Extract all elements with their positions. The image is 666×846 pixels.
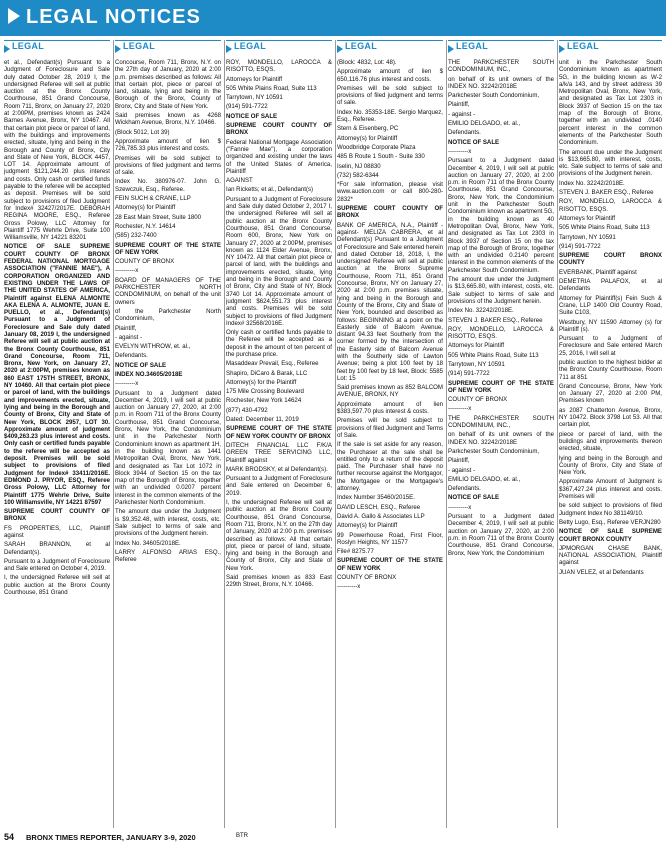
notice-paragraph: Plaintiff, — [448, 457, 470, 465]
notice-paragraph: Rochester, New York 14624 — [226, 397, 302, 405]
notice-paragraph: STEVEN J. BAKER ESQ., Referee — [448, 316, 543, 324]
notice-paragraph: SARAH BRANNON, et al Defendant(s). — [4, 541, 110, 556]
notice-paragraph: (Block: 4832, Lot: 48). — [337, 59, 397, 66]
notice-paragraph: Index No. 32242/2018E. — [448, 307, 514, 315]
notice-paragraph: Attorney(s) for the Plaintiff — [226, 378, 297, 386]
column-header — [448, 40, 554, 56]
arrow-icon — [448, 45, 454, 53]
notice-paragraph: Attorney(s) for Plaintiff — [115, 204, 176, 212]
notice-paragraph: Attorneys for Plaintiff — [226, 75, 283, 83]
notice-paragraph: COUNTY OF BRONX — [448, 396, 508, 404]
notice-paragraph: Dated: December 11, 2019 — [226, 416, 299, 424]
notice-paragraph: Tarrytown, NY 10591 — [226, 94, 283, 102]
notice-paragraph: Plaintiff, — [448, 101, 470, 109]
notice-paragraph: ----------x — [448, 405, 472, 413]
notice-paragraph: SUPREME COURT OF THE STATE OF NEW YORK — [448, 379, 554, 394]
notice-paragraph: Shapiro, DiCaro & Barak, LLC — [226, 369, 308, 377]
notice-paragraph: Concourse, Room 711, Bronx, N.Y. on the 27th day of January, 2020 at 2:00 p.m. premises described as follows: All that certain plot, piece or parcel of land, situate, lying and being in the Borough of the Bronx, County of Bronx, City and State of New York. — [115, 59, 221, 110]
notice-paragraph: FS PROPERTIES, LLC, Plaintiff against — [4, 524, 110, 539]
notice-paragraph: STEVEN J. BAKER ESQ., Referee — [559, 189, 654, 197]
arrow-icon — [115, 45, 121, 53]
notice-paragraph: Pursuant to a Judgment dated December 4, 2019, I will sell at public auction on January 27, 2020, at 2:00 p.m. in Room 711 of the Bronx County Courthouse, 851 Grand Concourse, Bronx, New York, the Condominium unit in the Parkchester North Condominium known as apartment 1H, in the building known as 1441 Metropolitan Oval, Bronx, New York, and designated as Tax Lot 1072 in Block 3944 of Section 15 on the tax map of the Borough of Bronx, together with an undivided 0.0207 percent interest in the common elements of the Parkchester North Condominium. — [115, 389, 221, 507]
column-divider — [446, 40, 447, 828]
arrow-icon — [226, 45, 232, 53]
notice-paragraph: 99 Powerhouse Road, First Floor, Roslyn Heights, NY 11577 — [337, 531, 443, 546]
notice-paragraph: JPMORGAN CHASE BANK, NATIONAL ASSOCIATION, Plaintiff against — [559, 544, 662, 567]
notice-paragraph: EVERBANK, Plaintiff against — [559, 268, 637, 276]
notice-paragraph: Defendants. — [115, 352, 148, 360]
notice-paragraph: ROY, MONDELLO, LAROCCA & RISOTTO, ESQS. — [226, 59, 332, 74]
banner-title-wrap — [8, 6, 201, 29]
column-label: LEGAL — [456, 41, 488, 51]
notice-paragraph: If the sale is set aside for any reason, the Purchaser at the sale shall be entitled only to a return of the deposit paid. The Purchaser shall have no further recourse against the Mortgagor, the Mortgagee or the Mortgagee's attorney. — [337, 441, 443, 493]
column-header — [559, 40, 662, 56]
notice-paragraph: The amount due under the Judgment is $9,352.48, with interest, costs, etc. Sale subject to terms of sale and provisions of the Judgment herein. — [115, 508, 221, 538]
column-body — [448, 59, 554, 557]
notice-paragraph: (Block 5012, Lot 39) — [115, 128, 170, 136]
notice-paragraph: on behalf of its unit owners of the INDEX NO. 32242/2018E — [448, 75, 554, 90]
notice-paragraph: David A. Gallo & Associates LLP — [337, 512, 425, 520]
column-label: LEGAL — [567, 41, 599, 51]
notice-paragraph: DITECH FINANCIAL LLC F/K/A GREEN TREE SERVICING LLC, Plaintiff against — [226, 441, 332, 464]
column-4 — [337, 40, 443, 828]
column-body — [226, 59, 332, 589]
notice-paragraph: Pursuant to a Judgment dated December 4, 2019, I will sell at public auction on January 27, 2020, at 2:00 p.m. in Room 711 of the Bronx County Courthouse, 851 Grand Concourse, Bronx, New York, the Condominium — [448, 513, 554, 557]
column-label: LEGAL — [234, 41, 266, 51]
arrow-icon — [8, 8, 20, 24]
notice-paragraph: NOTICE OF SALE — [448, 494, 500, 502]
notice-paragraph: Pursuant to a Judgment of Foreclosure and Sale entered on October 4, 2019. — [4, 557, 110, 573]
notice-paragraph: SUPREME COURT OF THE STATE OF NEW YORK COUNTY OF BRONX — [226, 425, 332, 440]
notice-paragraph: lying and being in the Borough and County of Bronx, City and State of New York. — [559, 454, 662, 477]
arrow-icon — [337, 45, 343, 53]
notice-paragraph: NOTICE OF SALE SUPREME COURT BRONX COUNTY — [559, 528, 662, 543]
page-title: LEGAL NOTICES — [26, 6, 201, 28]
notice-paragraph: Said premises known as 833 East 229th Street, Bronx, N.Y. 10466. — [226, 574, 332, 589]
notice-paragraph: et al., Defendant(s) Pursuant to a Judgment of Foreclosure and Sale duly dated October 28, 2019 I, the undersigned Referee will sell at public auction at the Bronx County Courthouse, 851 Grand Concourse, Room 711, Bronx, on January 27, 2020 at 2:00PM, premises known as 2424 Barnes Avenue, Bronx, NY 10467. All that certain plot piece or parcel of land, with the buildings and improvements erected, situate, lying and being in the Borough and County of Bronx, City and State of New York, BLOCK 4457, LOT 14. Approximate amount of judgment $121,244.20 plus interest and costs. Only cash or certified funds payable to the referee will be accepted as deposit. Premises will be sold subject to provisions of filed Judgment for Index# 32427/2017E. DEBORAH REGINA MOORE, ESQ., Referee Gross Polowy, LLC Attorney for Plaintiff 1775 Wehrle Drive, Suite 100 Williamsville, NY 14221 83201 — [4, 59, 110, 242]
notice-paragraph: - against - — [115, 333, 143, 341]
notice-paragraph: (914) 591-7722 — [448, 370, 490, 378]
notice-paragraph: ----------x — [115, 267, 139, 275]
notice-paragraph: Grand Concourse, Bronx, New York on January 27, 2020 at 2:00 PM, Premises known — [559, 382, 662, 405]
notice-paragraph: Index No. 32242/2018E. — [559, 179, 625, 187]
notice-paragraph: 505 White Plains Road, Suite 113 — [559, 224, 650, 232]
notice-paragraph: Iselin, NJ 08830 — [337, 162, 381, 170]
notice-paragraph: SUPREME COURT BRONX COUNTY — [559, 252, 662, 267]
notice-paragraph: Pursuant to a Judgment dated December 4, 2019, I will sell at public auction on January 27, 2020, at 2:00 p.m. in Room 711 of the Bronx County Courthouse, 851 Grand Concourse, Bronx, New York, the Condominium unit in the Parkchester South Condominium known as apartment 5G, in the building known as 40 Metropolitan Oval, Bronx, New York, and designated as Tax Lot 2303 in Block 3937 of Section 15 on the tax map of the Borough of Bronx, together with an undivided 0.2140 percent interest in the common elements of the Parkchester South Condominium. — [448, 157, 554, 274]
page-footer — [4, 832, 662, 844]
notice-paragraph: DAVID LESCH, ESQ., Referee — [337, 503, 421, 511]
notice-paragraph: *For sale information, please visit www.auction.com or call 800-280-2832* — [337, 181, 443, 203]
column-header — [115, 40, 221, 56]
notice-paragraph: AGAINST — [226, 177, 253, 185]
notice-paragraph: Tarrytown, NY 10591 — [559, 233, 616, 241]
notice-paragraph: 505 White Plains Road, Suite 113 — [448, 351, 539, 359]
notice-paragraph: SUPREME COURT COUNTY OF BRONX — [337, 205, 443, 220]
notice-paragraph: DEMETRIA PALAFOX, et al Defendants — [559, 278, 662, 293]
notice-paragraph: FEIN SUCH & CRANE, LLP — [115, 195, 191, 203]
notice-paragraph: (585) 232-7400 — [115, 232, 157, 240]
notice-paragraph: (914) 591-7722 — [226, 103, 268, 111]
notice-paragraph: NOTICE OF SALE — [448, 138, 500, 146]
notice-paragraph: NOTICE OF SALE SUPREME COURT COUNTY OF BRONX FEDERAL NATIONAL MORTGAGE ASSOCIATION ("FANNIE MAE"), A CORPORATION ORGANIZED AND EXISTING UNDER THE LAWS OF THE UNITED STATES OF AMERICA, Plaintiff against ELENA ALMONTE AKA ELENA A. ALMONTE, JUAN E. PUELLO, et al., Defendant(s) Pursuant to a Judgment of Foreclosure and Sale duly dated January 08, 2019 I, the undersigned Referee will sell at public auction at the Bronx County Courthouse, 851 Grand Concourse, Room 711, Bronx, New York, on January 27, 2020 at 2:00PM, premises known as 860 EAST 175TH STREET, BRONX, NY 10460. All that certain plot piece or parcel of land, with the buildings and improvements erected, situate, lying and being in the Borough and County of Bronx, City and State of New York, BLOCK 2957, LOT 30. Approximate amount of judgment $409,263.23 plus interest and costs. Only cash or certified funds payable to the referee will be accepted as deposit. Premises will be sold subject to provisions of filed Judgment for Index# 33411/2016E. EDMOND J. PRYOR, ESQ., Referee Gross Polowy, LLC Attorney for Plaintiff 1775 Wehrle Drive, Suite 100 Williamsville, NY 14221 87597 — [4, 243, 110, 506]
notice-paragraph: NOTICE OF SALE — [226, 112, 278, 120]
notice-paragraph: THE PARKCHESTER SOUTH CONDOMINIUM, INC., — [448, 59, 554, 74]
column-body — [559, 59, 662, 576]
notice-paragraph: Said premises known as 852 BALCOM AVENUE, BRONX, NY — [337, 384, 443, 399]
notice-paragraph: LARRY ALFONSO ARIAS ESQ., Referee — [115, 548, 221, 564]
arrow-icon — [559, 45, 565, 53]
notice-paragraph: Parkchester South Condominium, — [448, 447, 540, 455]
notice-paragraph: on behalf of its unit owners of the INDEX NO. 32242/2018E — [448, 431, 554, 446]
notice-paragraph: Index Number 35460/2015E. — [337, 494, 415, 502]
notice-paragraph: SUPREME COURT COUNTY OF BRONX — [226, 122, 332, 137]
section-banner — [0, 0, 666, 36]
column-body — [337, 59, 443, 591]
column-5 — [448, 40, 554, 828]
notice-paragraph: 505 White Plains Road, Suite 113 — [226, 84, 317, 92]
notice-paragraph: JUAN VELEZ, et al Defendants — [559, 568, 644, 576]
notice-paragraph: be sold subject to provisions of filed Judgment Index No 381149/10. — [559, 502, 662, 517]
notice-paragraph: Tarrytown, NY 10591 — [448, 360, 505, 368]
notice-paragraph: Masaddeav Prevail, Esq., Referee — [226, 360, 319, 368]
notice-paragraph: NOTICE OF SALE — [115, 361, 167, 369]
notice-paragraph: ----------x — [448, 503, 472, 511]
notice-paragraph: I, the undersigned Referee will sell at public auction at the Bronx County Courthouse, 851 Grand Concourse, Room 711, Bronx, N.Y. on the 27th day of January, 2020 at 2:00 p.m. premises described as follows: All that certain plot, piece or parcel of land, situate, lying and being in the Borough and County of Bronx, City and State of New York. — [226, 499, 332, 572]
notice-paragraph: Federal National Mortgage Association ("Fannie Mae"), a corporation organized and existing under the laws of the United States of America, Plaintiff — [226, 138, 332, 175]
notice-paragraph: ----------x — [337, 583, 361, 591]
notice-paragraph: Approximate amount of lien $383,597.70 plus interest & costs. — [337, 400, 443, 416]
column-6 — [559, 40, 662, 828]
notice-paragraph: Attorney for Plaintiff(s) Fein Such & Crane, LLP 1400 Old Country Road, Suite C103, — [559, 294, 662, 317]
notice-paragraph: COUNTY OF BRONX — [337, 574, 397, 581]
notice-paragraph: of the Parkchester North Condominium, — [115, 307, 221, 323]
notice-paragraph: (914) 591-7722 — [559, 242, 601, 250]
notice-paragraph: The amount due under the Judgment is $13,665.80, with interest, costs, etc. Sale subject to terms of sale and provisions of the Judgment herein. — [559, 148, 662, 178]
publication-initials: BTR — [236, 833, 248, 839]
column-1 — [4, 40, 110, 828]
notice-paragraph: Index No. 34605/2018E. — [115, 539, 181, 547]
notice-paragraph: EMILIO DELGADO, et. al., — [448, 475, 521, 483]
notice-paragraph: Woodbridge Corporate Plaza — [337, 143, 416, 151]
notice-paragraph: Premises will be sold subject to provisions of filed judgment and terms of sale. — [115, 154, 221, 177]
notice-paragraph: BOARD OF MANAGERS OF THE PARKCHESTER NORTH CONDOMINIUM, on behalf of the unit owners — [115, 276, 221, 306]
column-header — [337, 40, 443, 56]
notice-paragraph: ----------x — [448, 147, 472, 155]
column-label: LEGAL — [345, 41, 377, 51]
notice-paragraph: Attorney(s) for Plaintiff — [337, 522, 398, 530]
notice-paragraph: The amount due under the Judgment is $13,665.80, with interest, costs, etc. Sale subject to terms of sale and provisions of the Judgment herein. — [448, 276, 554, 305]
notice-paragraph: Pursuant to a Judgment of Foreclosure and Sale entered March 25, 2016, I will sell at — [559, 335, 662, 357]
notice-paragraph: Parkchester South Condominium, — [448, 92, 540, 100]
notice-paragraph: Premises will be sold subject to provisions of filed Judgment and Terms of Sale. — [337, 417, 443, 439]
column-body — [4, 59, 110, 596]
notice-paragraph: Betty Lugo, Esq., Referee VERJN280 — [559, 518, 661, 526]
notice-paragraph: Approximate Amount of Judgment is $367,427.24 plus interest and costs. Premises will — [559, 478, 662, 501]
notice-paragraph: - against - — [448, 110, 476, 118]
notice-paragraph: unit in the Parkchester South Condominium known as apartment 5G, in the building known as W-2 a/k/a 143, and by street address 39 Metropolitan Oval, Bronx, New York, and designated as Tax Lot 2303 in Block 3937 of Section 15 on the tax map of the Borough of Bronx, together with an undivided .0140 percent interest in the common elements of the Parkchester South Condominium. — [559, 59, 662, 147]
notice-paragraph: ROY, MONDELLO, LAROCCA & RISOTTO, ESQS. — [448, 325, 554, 341]
notice-paragraph: as 2087 Chatterton Avenue, Bronx, NY 10472. Block 3798 Lot 53. All that certain plot, — [559, 406, 662, 429]
notice-paragraph: Pursuant to a Judgment of Foreclosure and Sale entered on December 6, 2019. — [226, 475, 332, 497]
notice-paragraph: Defendants. — [448, 129, 481, 137]
notice-paragraph: Premises will be sold subject to provisions of filed judgment and terms of sale. — [337, 84, 443, 107]
notice-paragraph: ROY, MONDELLO, LAROCCA & RISOTTO, ESQS. — [559, 198, 662, 213]
notice-paragraph: Approximate amount of lien $ 726,785.33 plus interest and costs. — [115, 137, 221, 153]
notice-paragraph: piece or parcel of land, with the buildings and improvements thereon erected, situate, — [559, 430, 662, 453]
column-header — [4, 40, 110, 56]
column-divider — [335, 40, 336, 828]
notice-paragraph: Plaintiff, — [115, 324, 137, 332]
notice-paragraph: Attorney(s) for Plaintiff — [337, 134, 398, 142]
publication-line: BRONX TIMES REPORTER, JANUARY 3-9, 2020 — [26, 833, 196, 842]
notice-paragraph: public auction to the highest bidder at the Bronx County Courthouse, Room 711 at 851 — [559, 358, 662, 381]
notice-paragraph: Ian Ricketts; et al., Defendant(s) — [226, 186, 314, 194]
notices-columns — [4, 40, 662, 828]
notice-paragraph: Attorneys for Plaintiff — [559, 214, 616, 222]
notice-paragraph: Attorneys for Plaintiff — [448, 342, 505, 350]
column-2 — [115, 40, 221, 828]
column-label: LEGAL — [12, 41, 44, 51]
notice-paragraph: Said premises known as 4268 Wickham Avenue, Bronx, N.Y. 10466. — [115, 112, 221, 127]
notice-paragraph: COUNTY OF BRONX — [115, 258, 175, 266]
notice-paragraph: Westbury, NY 11590 Attorney (s) for Plaintiff (s). — [559, 318, 662, 333]
notice-paragraph: EVELYN WITHROW, et. al., — [115, 343, 191, 351]
page-number: 54 — [4, 832, 15, 842]
notice-paragraph: Defendants. — [448, 485, 481, 493]
notice-paragraph: EMILIO DELGADO, et. al., — [448, 120, 521, 128]
notice-paragraph: Index No. 35353-18E. Sergio Marquez, Esq., Referee. — [337, 108, 443, 124]
column-divider — [113, 40, 114, 828]
column-header — [226, 40, 332, 56]
notice-paragraph: MARK BRODSKY, et al Defendant(s). — [226, 465, 328, 473]
notice-paragraph: THE PARKCHESTER SOUTH CONDOMINIUM, INC., — [448, 414, 554, 430]
notice-paragraph: 175 Mile Crossing Boulevard — [226, 388, 304, 396]
notice-paragraph: Index No. 380976-07. John G. Szewczuk, Esq., Referee. — [115, 178, 221, 193]
column-divider — [557, 40, 558, 828]
column-3 — [226, 40, 332, 828]
notice-paragraph: 485 B Route 1 South - Suite 330 — [337, 153, 425, 161]
notice-paragraph: File# 8275.77 — [337, 548, 374, 556]
notice-paragraph: SUPREME COURT COUNTY OF BRONX — [4, 508, 110, 523]
notice-paragraph: SUPREME COURT OF THE STATE OF NEW YORK — [337, 557, 443, 572]
notice-paragraph: Rochester, N.Y. 14614 — [115, 222, 176, 230]
notice-paragraph: SUPREME COURT OF THE STATE OF NEW YORK — [115, 241, 221, 256]
column-label: LEGAL — [123, 41, 155, 51]
notice-paragraph: Stern & Eisenberg, PC — [337, 125, 399, 133]
arrow-icon — [4, 45, 10, 53]
column-divider — [224, 40, 225, 828]
notice-paragraph: Approximate amount of lien $ 650,116.76 plus interest and costs. — [337, 68, 443, 83]
notice-paragraph: Only cash or certified funds payable to the Referee will be accepted as a deposit in the amount of ten percent of the purchase price. — [226, 329, 332, 358]
notice-paragraph: 28 East Main Street, Suite 1800 — [115, 213, 202, 221]
notice-paragraph: Pursuant to a Judgment of Foreclosure and Sale duly dated October 2, 2017 I, the undersigned Referee will sell at public auction at the Bronx County Courthouse, 851 Grand Concourse, Room 600, Bronx, New York on January 27, 2020 at 2:00PM, premises known as 1124 Elder Avenue, Bronx, NY 10472. All that certain plot piece or parcel of land, with the buildings and improvements erected, situate, lying and being in the Borough and County of Bronx, City and State of NY, Block 3740 Lot 14. Approximate amount of judgment $624,551.73 plus interest and costs. Premises will be sold subject to provisions of filed Judgment Index# 32568/2016E. — [226, 195, 332, 327]
notice-paragraph: I, the undersigned Referee will sell at public auction at the Bronx County Courthouse, 851 Grand — [4, 574, 110, 597]
notice-paragraph: BANK OF AMERICA, N.A., Plaintiff -against- MELIZA CABRERA, et al Defendant(s) Pursuant to a Judgment of Foreclosure and Sale entered herein and dated October 18, 2018, I, the undersigned Referee will sell at public auction at the Bronx Supreme Courthouse, Room 711, 851 Grand Concourse, Bronx, NY on January 27, 2020 at 2:00 p.m. premises situate, lying and being in the Borough and County of the Bronx, City and State of New York, bounded and described as follows: BEGINNING at a point on the Easterly side of Balcom Avenue, distant 94.33 feet Southerly from the corner formed by the intersection of the Easterly side of Balcom Avenue with the Southerly side of Lawton Avenue; being a plot 100 feet by 18 feet by 100 feet by 18 feet, Block: 5585 Lot: 15 — [337, 221, 443, 382]
notice-paragraph: (877) 430-4792 — [226, 406, 268, 414]
notice-paragraph: - against - — [448, 466, 476, 474]
notice-paragraph: INDEX NO.34605/2018E — [115, 370, 183, 378]
notice-paragraph: (732) 582-6344 — [337, 171, 379, 179]
notice-paragraph: ----------x — [115, 380, 139, 388]
column-body — [115, 59, 221, 563]
